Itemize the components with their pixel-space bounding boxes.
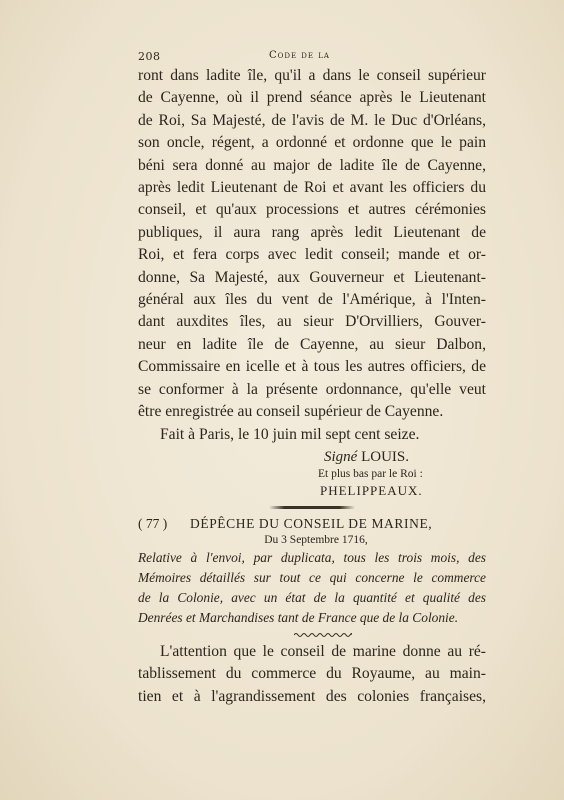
dispatch-paragraph xyxy=(138,641,486,708)
section-summary xyxy=(138,548,486,628)
text-line: Commissaire en icelle et à tous les autres officiers, de xyxy=(138,358,486,376)
signature-block xyxy=(138,447,486,500)
ordinance-paragraph xyxy=(138,65,486,424)
text-line: dant auxdites îles, au sieur D'Orvilliers, Gouver- xyxy=(138,313,486,331)
summary-line: Relative à l'envoi, par duplicata, tous les trois mois, des xyxy=(138,549,486,565)
by-king-line: Et plus bas par le Roi : xyxy=(318,467,423,480)
signe-label: Signé xyxy=(324,448,358,465)
text-line: général aux îles du vent de l'Amérique, à l'Inten- xyxy=(138,291,486,309)
wavy-ornament xyxy=(294,632,352,638)
page-number: 208 xyxy=(138,50,161,63)
page-body xyxy=(138,65,486,708)
text-line: après ledit Lieutenant de Roi et avant les officiers du xyxy=(138,179,486,197)
text-line: de Cayenne, où il prend séance après le Lieutenant xyxy=(138,89,486,107)
text-line: de Roi, Sa Majesté, de l'avis de M. le Duc d'Orléans, xyxy=(138,111,486,129)
text-line: tablissement du commerce du Royaume, au main- xyxy=(138,665,486,683)
section-divider-rule xyxy=(269,506,355,509)
text-line: conseil, et qu'aux processions et autres cérémonies xyxy=(138,201,486,219)
section-date: Du 3 Septembre 1716, xyxy=(264,533,368,546)
section-title: DÉPÊCHE DU CONSEIL DE MARINE, xyxy=(190,515,433,531)
text-line: neur en ladite île de Cayenne, au sieur Dalbon, xyxy=(138,335,486,353)
signature-line xyxy=(138,447,486,467)
signer-name: LOUIS. xyxy=(361,448,409,465)
text-line: publiques, il aura rang après ledit Lieutenant de xyxy=(138,223,486,241)
countersigner-name: PHELIPPEAUX. xyxy=(320,482,423,498)
text-line: se conformer à la présente ordonnance, qu'elle veut xyxy=(138,380,486,398)
page-header xyxy=(138,50,486,66)
text-line: L'attention que le conseil de marine donne au ré- xyxy=(160,642,486,660)
text-line: béni sera donné au major de ladite île de Cayenne, xyxy=(138,156,486,174)
closing-line: Fait à Paris, le 10 juin mil sept cent seize. xyxy=(160,425,420,443)
section-heading xyxy=(138,515,486,548)
text-line: être enregistrée au conseil supérieur de Cayenne. xyxy=(138,403,444,421)
text-line: son oncle, régent, a ordonné et ordonne que le pain xyxy=(138,134,486,152)
running-title: Code de la xyxy=(269,50,330,61)
text-line: ront dans ladite île, qu'il a dans le conseil supérieur xyxy=(138,67,486,84)
text-line: Roi, et fera corps avec ledit conseil; mande et or- xyxy=(138,246,486,264)
summary-line: de la Colonie, avec un état de la quantité et qualité des xyxy=(138,589,486,605)
section-title-line xyxy=(138,515,486,533)
summary-line: Mémoires détaillés sur tout ce qui concerne le commerce xyxy=(138,569,486,585)
summary-line: Denrées et Marchandises tant de France que de la Colonie. xyxy=(138,609,459,625)
section-number: ( 77 ) xyxy=(138,515,168,531)
text-line: donne, Sa Majesté, aux Gouverneur et Lieutenant- xyxy=(138,268,486,286)
text-line: tien et à l'agrandissement des colonies françaises, xyxy=(138,687,486,705)
